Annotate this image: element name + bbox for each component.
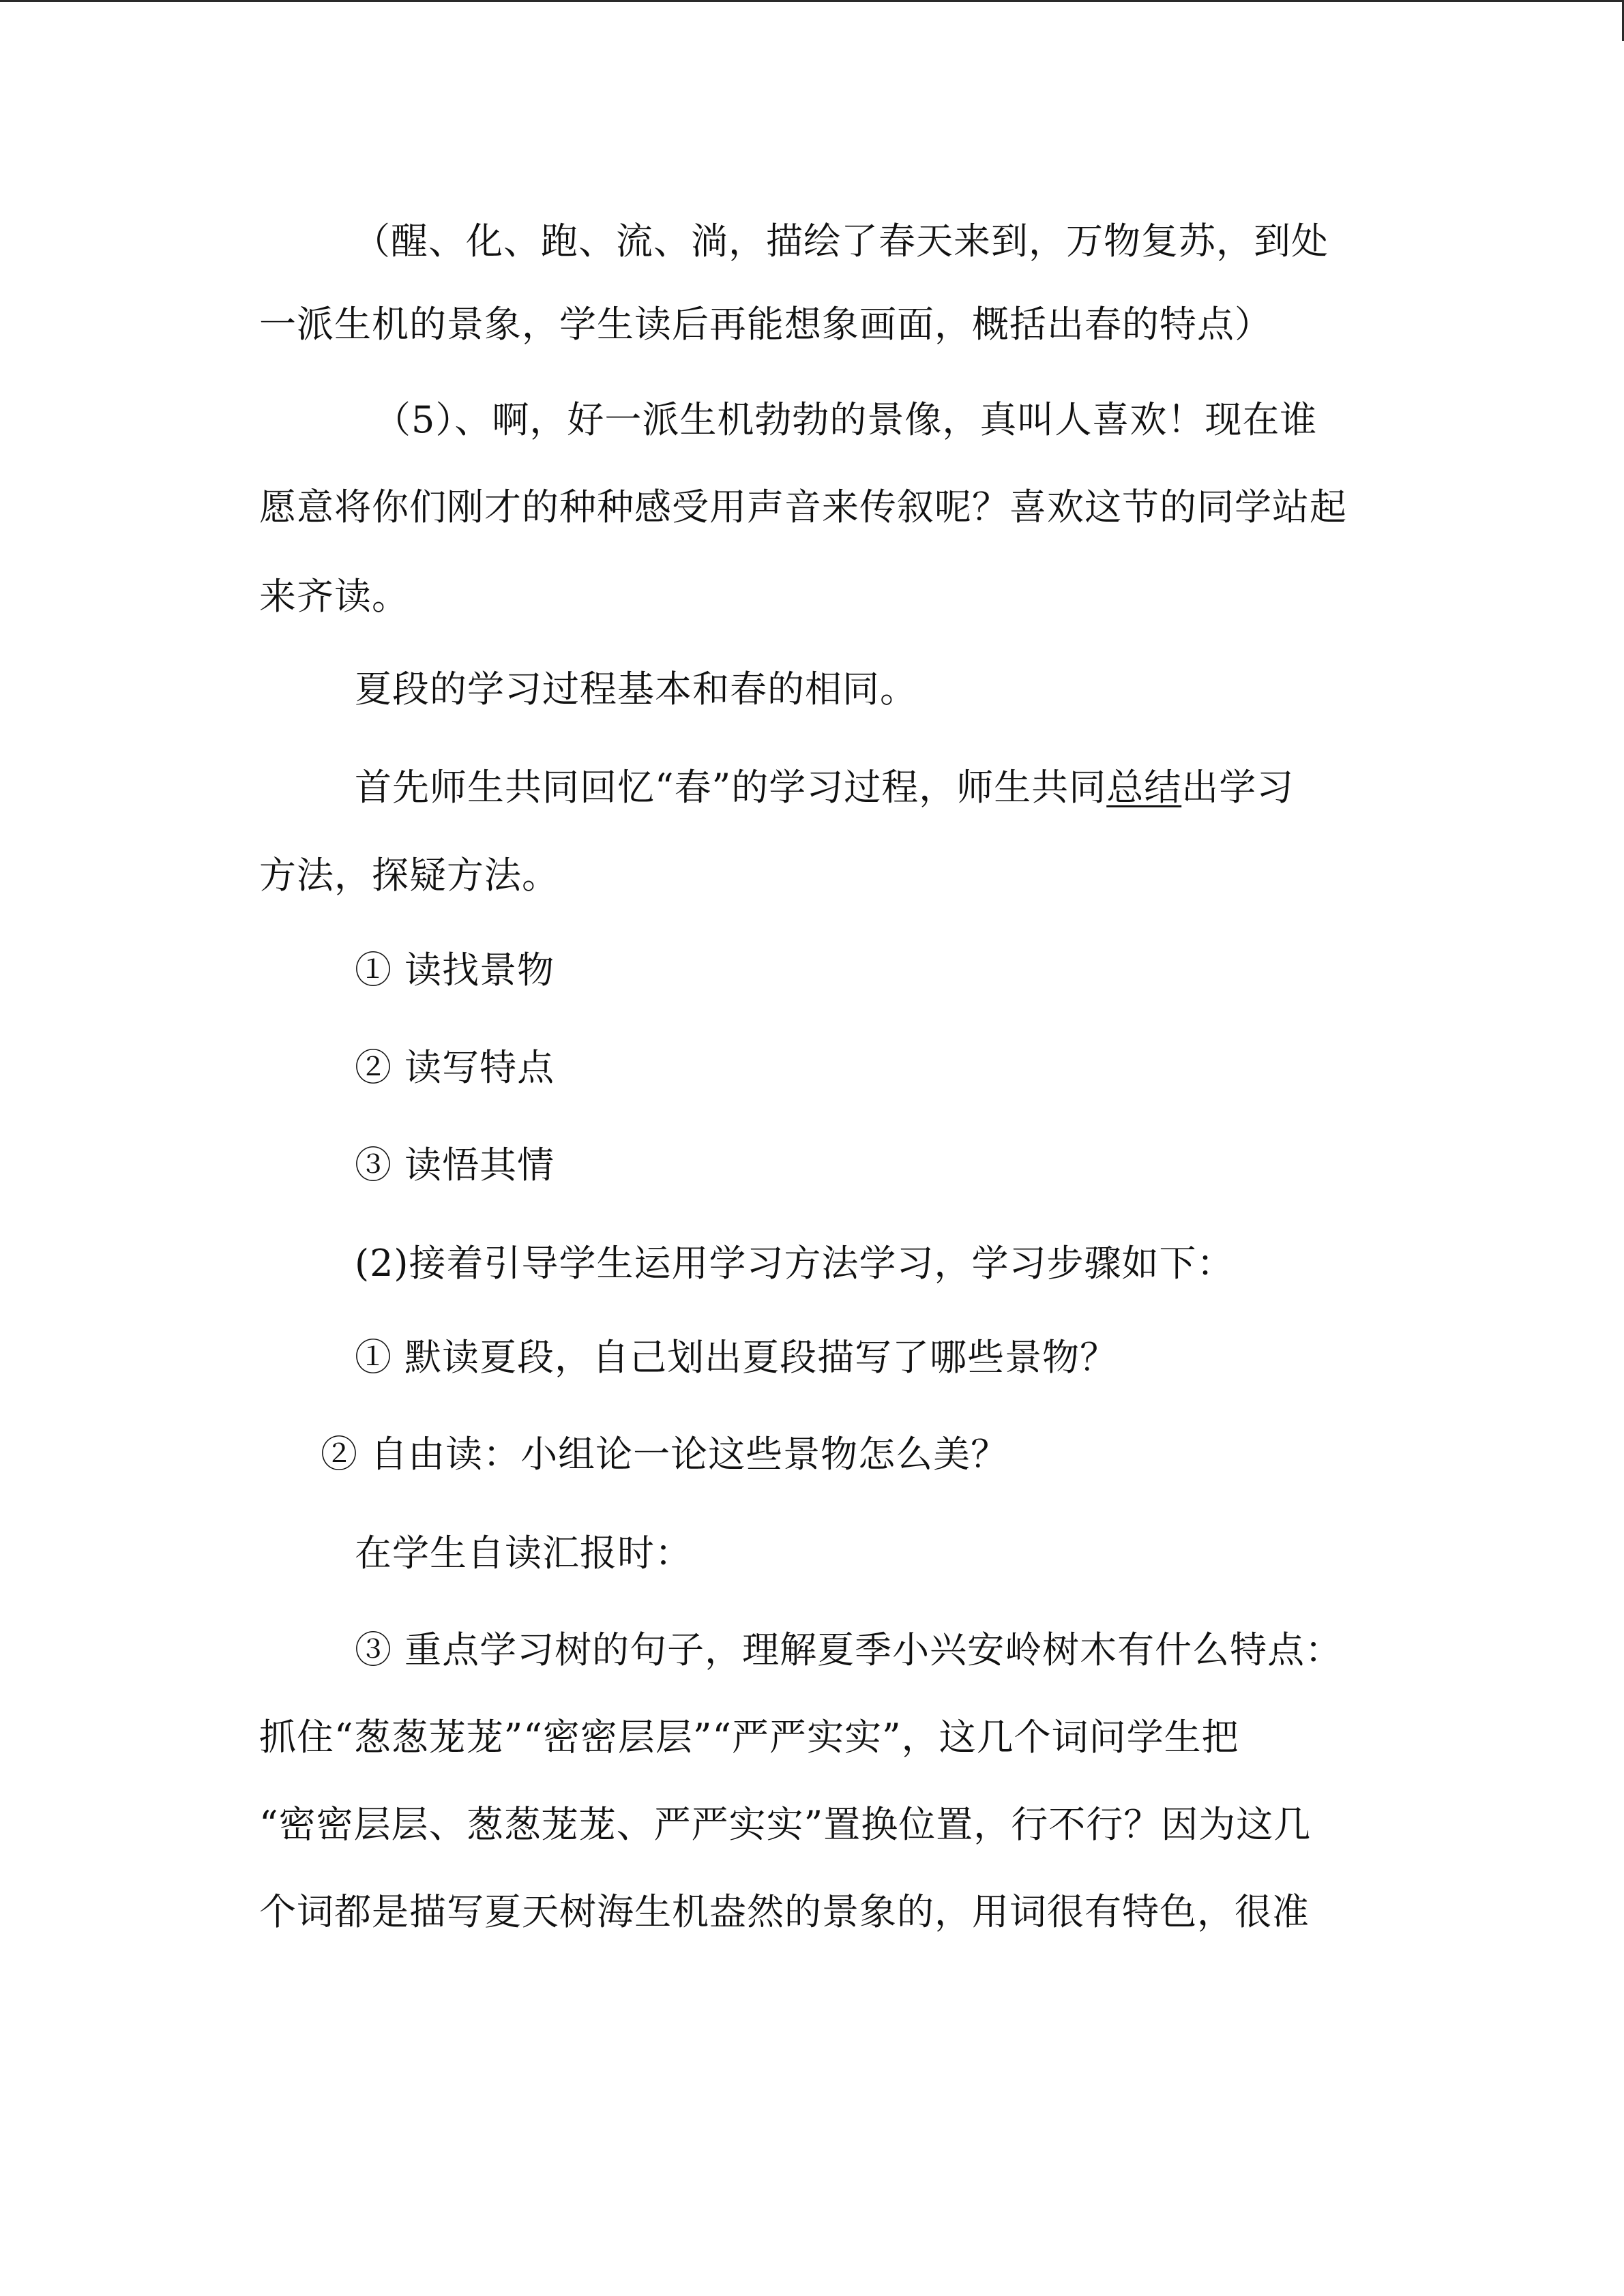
list-item: ③ 重点学习树的句子，理解夏季小兴安岭树木有什么特点： [355,1628,1343,1671]
underlined-text: 总结 [1106,766,1182,809]
list-item: ② 自由读：小组论一论这些景物怎么美？ [321,1433,1009,1476]
list-item: ① 默读夏段，自己划出夏段描写了哪些景物？ [355,1336,1118,1379]
list-item: ② 读写特点 [355,1046,555,1089]
text-line: 愿意将你们刚才的种种感受用声音来传叙呢？喜欢这节的同学站起 [259,486,1347,528]
text-line: 在学生自读汇报时： [355,1532,692,1575]
text-line: （醒、化、跑、流、淌，描绘了春天来到，万物复苏，到处 [353,220,1329,263]
text-line: （5）、啊，好一派生机勃勃的景像，真叫人喜欢！现在谁 [374,398,1318,441]
text-line: 夏段的学习过程基本和春的相同。 [355,668,917,711]
page-top-border [0,0,1624,2]
text-segment: 首先师生共同回忆“春”的学习过程，师生共同 [355,766,1107,809]
text-segment: 出学习 [1181,766,1295,809]
text-line: 一派生机的景象，学生读后再能想象画面，概括出春的特点） [259,303,1272,346]
text-line: 抓住“葱葱茏茏”“密密层层”“严严实实”，这几个词问学生把 [259,1716,1239,1759]
text-line: 个词都是描写夏天树海生机盎然的景象的，用词很有特色，很准 [259,1890,1310,1933]
text-line: 来齐读。 [259,575,409,618]
text-line: “密密层层、葱葱茏茏、严严实实”置换位置，行不行？因为这几 [259,1803,1312,1846]
list-item: ① 读找景物 [355,949,555,992]
text-line [355,765,1294,810]
list-item: ③ 读悟其情 [355,1144,555,1187]
text-line: 方法，探疑方法。 [259,854,559,897]
text-line: (2)接着引导学生运用学习方法学习，学习步骤如下： [355,1242,1235,1285]
